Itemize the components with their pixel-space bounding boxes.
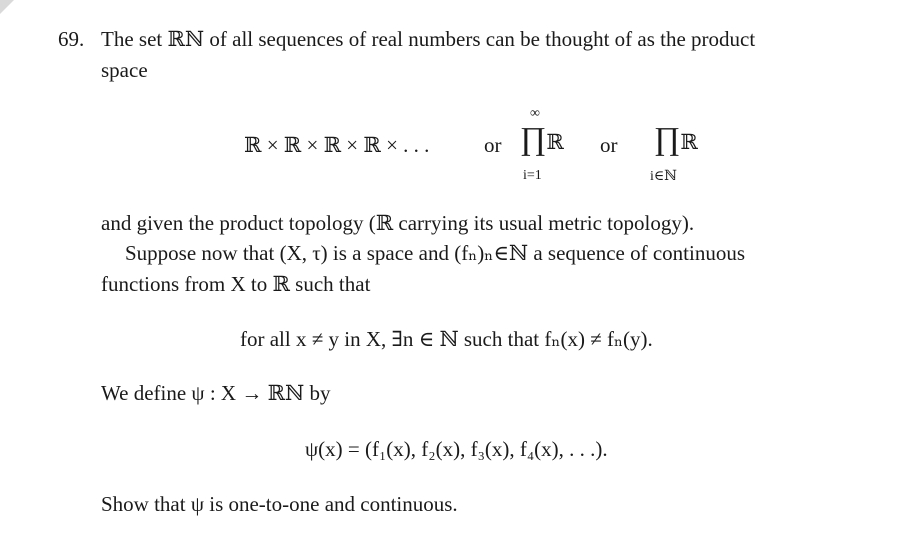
- show-line: Show that ψ is one-to-one and continuous.: [101, 492, 458, 516]
- intro-line-1: The set ℝℕ of all sequences of real numbers can be thought of as the product: [101, 27, 756, 51]
- product-upper-limit: ∞: [530, 106, 540, 121]
- product-symbol-1: ∏: [520, 120, 547, 156]
- product-symbol-2: ∏: [654, 120, 681, 156]
- or-word-2: or: [600, 133, 618, 157]
- product-lower-limit-2: i∈ℕ: [650, 169, 678, 184]
- product-lower-limit-1: i=1: [523, 168, 542, 183]
- topology-line: and given the product topology (ℝ carrying its usual metric topology).: [101, 211, 695, 235]
- psi-definition: ψ(x) = (f₁(x), f₂(x), f₃(x), f₄(x), . . .).: [305, 437, 608, 461]
- suppose-line-2: functions from X to ℝ such that: [101, 272, 371, 296]
- product-real-2: ℝ: [680, 130, 698, 154]
- product-2: [654, 122, 698, 155]
- problem-number: 69.: [58, 27, 85, 51]
- or-word-1: or: [484, 133, 502, 157]
- page-corner-shadow: [0, 0, 14, 14]
- product-real-1: ℝ: [546, 130, 564, 154]
- display-product-expression: ℝ × ℝ × ℝ × ℝ × . . .: [244, 133, 430, 157]
- product-1: [520, 122, 564, 155]
- intro-line-2: space: [101, 58, 148, 82]
- suppose-line-1: Suppose now that (X, τ) is a space and (fₙ)ₙ∈ℕ a sequence of continuous: [125, 241, 746, 265]
- define-line: We define ψ : X → ℝℕ by: [101, 381, 331, 405]
- separating-condition: for all x ≠ y in X, ∃n ∈ ℕ such that fₙ(x) ≠ fₙ(y).: [240, 327, 653, 351]
